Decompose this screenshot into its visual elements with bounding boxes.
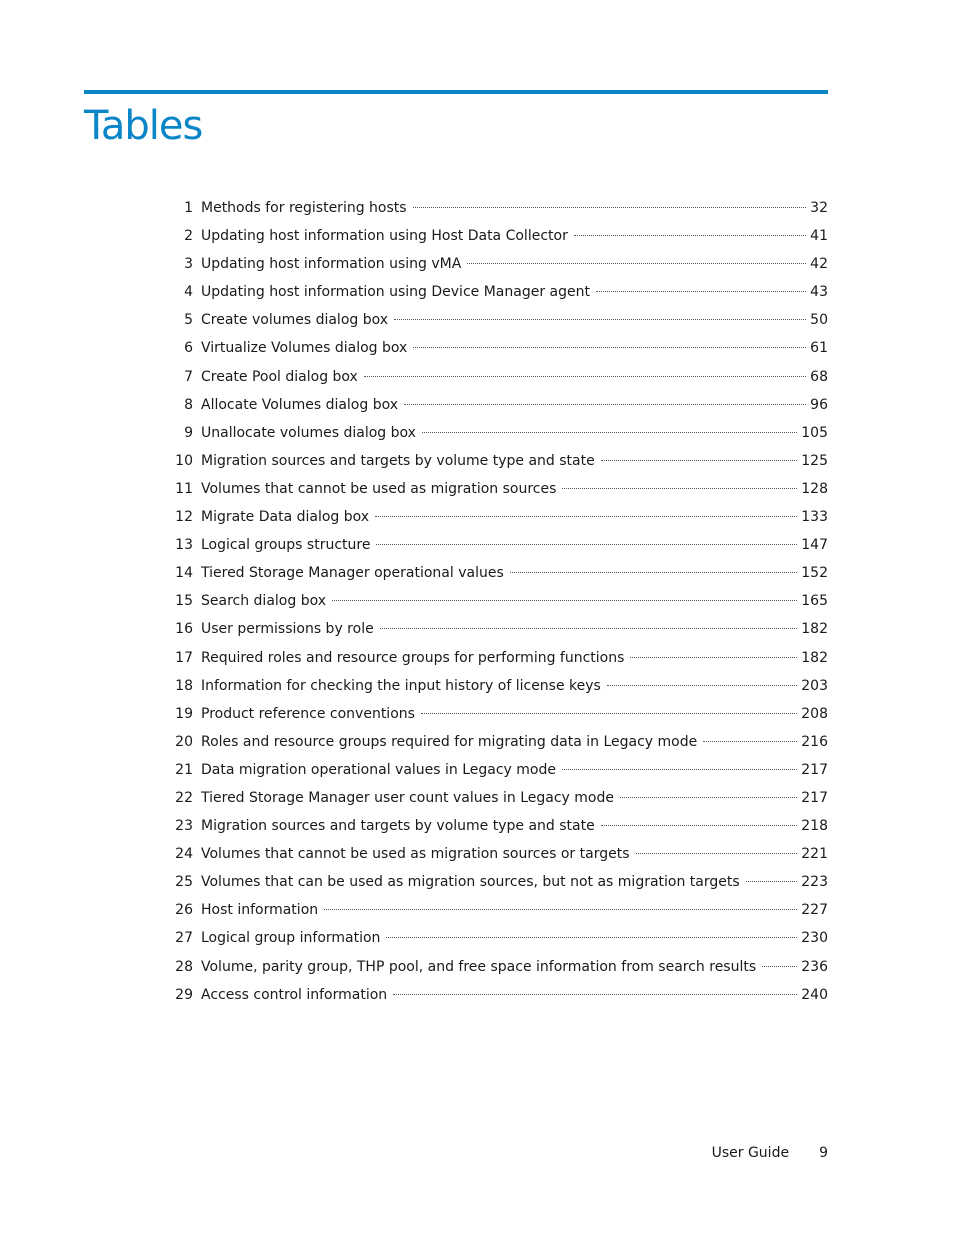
toc-entry-number: 4 — [184, 284, 193, 301]
toc-dot-leader — [746, 881, 798, 882]
toc-dot-leader — [394, 319, 806, 320]
toc-dot-leader — [510, 572, 798, 573]
toc-entry-page: 182 — [801, 621, 828, 638]
toc-dot-leader — [375, 516, 797, 517]
toc-entry[interactable] — [160, 756, 828, 784]
toc-entry-page: 217 — [801, 761, 828, 778]
toc-entry[interactable] — [160, 334, 828, 362]
toc-entry[interactable] — [160, 531, 828, 559]
footer-page-number: 9 — [819, 1145, 828, 1161]
toc-entry-number: 26 — [175, 902, 193, 919]
toc-entry[interactable] — [160, 784, 828, 812]
toc-entry-page: 182 — [801, 649, 828, 666]
toc-entry-number: 23 — [175, 818, 193, 835]
toc-entry[interactable] — [160, 700, 828, 728]
toc-entry-page: 96 — [810, 396, 828, 413]
toc-entry[interactable] — [160, 728, 828, 756]
toc-entry-number: 5 — [184, 312, 193, 329]
toc-entry-title: Virtualize Volumes dialog box — [201, 340, 408, 357]
toc-entry-page: 227 — [801, 902, 828, 919]
toc-entry[interactable] — [160, 278, 828, 306]
toc-entry-number: 29 — [175, 986, 193, 1003]
toc-entry-title: Volumes that can be used as migration sources, but not as migration targets — [201, 874, 740, 891]
toc-entry-number: 15 — [175, 593, 193, 610]
toc-entry[interactable] — [160, 587, 828, 615]
toc-entry-page: 125 — [801, 452, 828, 469]
toc-dot-leader — [562, 488, 797, 489]
toc-entry[interactable] — [160, 194, 828, 222]
toc-dot-leader — [601, 825, 798, 826]
toc-entry-page: 221 — [801, 846, 828, 863]
toc-entry-page: 61 — [810, 340, 828, 357]
toc-entry-title: Migration sources and targets by volume type and state — [201, 818, 595, 835]
toc-entry-number: 10 — [175, 452, 193, 469]
toc-entry-title: Volume, parity group, THP pool, and free space information from search results — [201, 958, 757, 975]
page-footer — [712, 1143, 828, 1163]
toc-entry-number: 12 — [175, 509, 193, 526]
header-rule — [84, 90, 828, 94]
toc-entry-number: 18 — [175, 677, 193, 694]
footer-document-title: User Guide — [711, 1145, 790, 1161]
toc-entry-number: 17 — [175, 649, 193, 666]
toc-entry-number: 11 — [175, 480, 193, 497]
toc-entry-number: 1 — [184, 200, 193, 216]
toc-entry[interactable] — [160, 250, 828, 278]
toc-entry-page: 203 — [801, 677, 828, 694]
toc-dot-leader — [620, 797, 797, 798]
toc-entry-title: Updating host information using Device Manager agent — [201, 284, 590, 301]
toc-entry-number: 9 — [184, 424, 193, 441]
toc-entry-page: 217 — [801, 789, 828, 806]
toc-entry[interactable] — [160, 503, 828, 531]
toc-dot-leader — [703, 741, 797, 742]
toc-dot-leader — [376, 544, 797, 545]
toc-dot-leader — [386, 937, 797, 938]
toc-entry[interactable] — [160, 615, 828, 643]
toc-dot-leader — [601, 460, 798, 461]
toc-entry-page: 223 — [801, 874, 828, 891]
toc-entry-title: Roles and resource groups required for migrating data in Legacy mode — [201, 733, 698, 750]
toc-dot-leader — [636, 853, 798, 854]
toc-entry[interactable] — [160, 363, 828, 391]
toc-entry-title: Access control information — [201, 986, 388, 1003]
toc-entry-page: 105 — [801, 424, 828, 441]
toc-dot-leader — [562, 769, 797, 770]
toc-entry-page: 236 — [801, 958, 828, 975]
toc-entry-page: 147 — [801, 537, 828, 554]
toc-dot-leader — [630, 657, 797, 658]
toc-entry-number: 28 — [175, 958, 193, 975]
toc-entry-page: 218 — [801, 818, 828, 835]
toc-entry-title: Migrate Data dialog box — [201, 509, 370, 526]
toc-entry-page: 152 — [801, 565, 828, 582]
toc-entry[interactable] — [160, 475, 828, 503]
toc-dot-leader — [596, 291, 806, 292]
toc-entry-number: 22 — [175, 789, 193, 806]
toc-entry-title: Migration sources and targets by volume type and state — [201, 452, 595, 469]
toc-entry[interactable] — [160, 868, 828, 896]
toc-entry-number: 24 — [175, 846, 193, 863]
toc-entry-title: Volumes that cannot be used as migration sources or targets — [201, 846, 630, 863]
toc-entry-page: 41 — [810, 228, 828, 245]
toc-entry-page: 230 — [801, 930, 828, 947]
toc-entry-title: Allocate Volumes dialog box — [201, 396, 399, 413]
toc-entry[interactable] — [160, 812, 828, 840]
toc-entry[interactable] — [160, 924, 828, 952]
toc-dot-leader — [324, 909, 797, 910]
toc-entry-page: 32 — [810, 200, 828, 216]
table-of-contents — [160, 194, 828, 1009]
toc-dot-leader — [762, 966, 797, 967]
toc-entry-title: Data migration operational values in Legacy mode — [201, 761, 556, 778]
toc-entry-title: Information for checking the input history of license keys — [201, 677, 601, 694]
toc-entry-title: Updating host information using vMA — [201, 256, 462, 273]
toc-entry-number: 13 — [175, 537, 193, 554]
toc-dot-leader — [574, 235, 806, 236]
toc-dot-leader — [467, 263, 806, 264]
toc-dot-leader — [380, 628, 798, 629]
toc-entry-title: Host information — [201, 902, 319, 919]
toc-entry-page: 240 — [801, 986, 828, 1003]
toc-entry-title: User permissions by role — [201, 621, 374, 638]
toc-entry-title: Search dialog box — [201, 593, 327, 610]
toc-entry[interactable] — [160, 447, 828, 475]
toc-entry-title: Required roles and resource groups for performing functions — [201, 649, 625, 666]
toc-entry-number: 14 — [175, 565, 193, 582]
toc-entry-title: Logical groups structure — [201, 537, 371, 554]
toc-entry[interactable] — [160, 306, 828, 334]
toc-entry-number: 6 — [184, 340, 193, 357]
toc-entry-title: Volumes that cannot be used as migration sources — [201, 480, 557, 497]
toc-entry-number: 21 — [175, 761, 193, 778]
toc-dot-leader — [421, 713, 797, 714]
toc-entry[interactable] — [160, 840, 828, 868]
toc-entry-number: 20 — [175, 733, 193, 750]
toc-entry-title: Tiered Storage Manager user count values in Legacy mode — [201, 789, 614, 806]
toc-entry-page: 208 — [801, 705, 828, 722]
toc-entry-number: 19 — [175, 705, 193, 722]
toc-entry-page: 42 — [810, 256, 828, 273]
toc-dot-leader — [404, 404, 806, 405]
toc-entry-title: Methods for registering hosts — [201, 200, 407, 216]
toc-dot-leader — [393, 994, 797, 995]
toc-entry-number: 8 — [184, 396, 193, 413]
toc-entry-title: Unallocate volumes dialog box — [201, 424, 416, 441]
toc-entry[interactable] — [160, 981, 828, 1009]
toc-entry-page: 133 — [801, 509, 828, 526]
toc-entry-number: 7 — [184, 368, 193, 385]
toc-entry[interactable] — [160, 953, 828, 981]
toc-entry[interactable] — [160, 391, 828, 419]
toc-entry-page: 68 — [810, 368, 828, 385]
toc-entry-title: Product reference conventions — [201, 705, 415, 722]
toc-dot-leader — [413, 347, 806, 348]
toc-entry[interactable] — [160, 896, 828, 924]
toc-entry[interactable] — [160, 559, 828, 587]
toc-entry[interactable] — [160, 222, 828, 250]
toc-entry-title: Create Pool dialog box — [201, 368, 358, 385]
toc-entry[interactable] — [160, 419, 828, 447]
toc-entry-title: Tiered Storage Manager operational values — [201, 565, 504, 582]
toc-entry-page: 128 — [801, 480, 828, 497]
toc-entry-page: 216 — [801, 733, 828, 750]
toc-entry[interactable] — [160, 644, 828, 672]
toc-entry-page: 165 — [801, 593, 828, 610]
toc-entry-number: 3 — [184, 256, 193, 273]
toc-entry[interactable] — [160, 672, 828, 700]
toc-entry-number: 2 — [184, 228, 193, 245]
toc-entry-title: Updating host information using Host Data Collector — [201, 228, 568, 245]
toc-dot-leader — [332, 600, 797, 601]
toc-dot-leader — [413, 207, 807, 208]
toc-entry-page: 50 — [810, 312, 828, 329]
toc-dot-leader — [607, 685, 797, 686]
toc-dot-leader — [364, 376, 806, 377]
toc-entry-title: Logical group information — [201, 930, 381, 947]
page-title: Tables — [84, 103, 203, 149]
toc-entry-number: 16 — [175, 621, 193, 638]
toc-entry-title: Create volumes dialog box — [201, 312, 389, 329]
toc-dot-leader — [422, 432, 797, 433]
toc-entry-page: 43 — [810, 284, 828, 301]
toc-entry-number: 27 — [175, 930, 193, 947]
toc-entry-number: 25 — [175, 874, 193, 891]
